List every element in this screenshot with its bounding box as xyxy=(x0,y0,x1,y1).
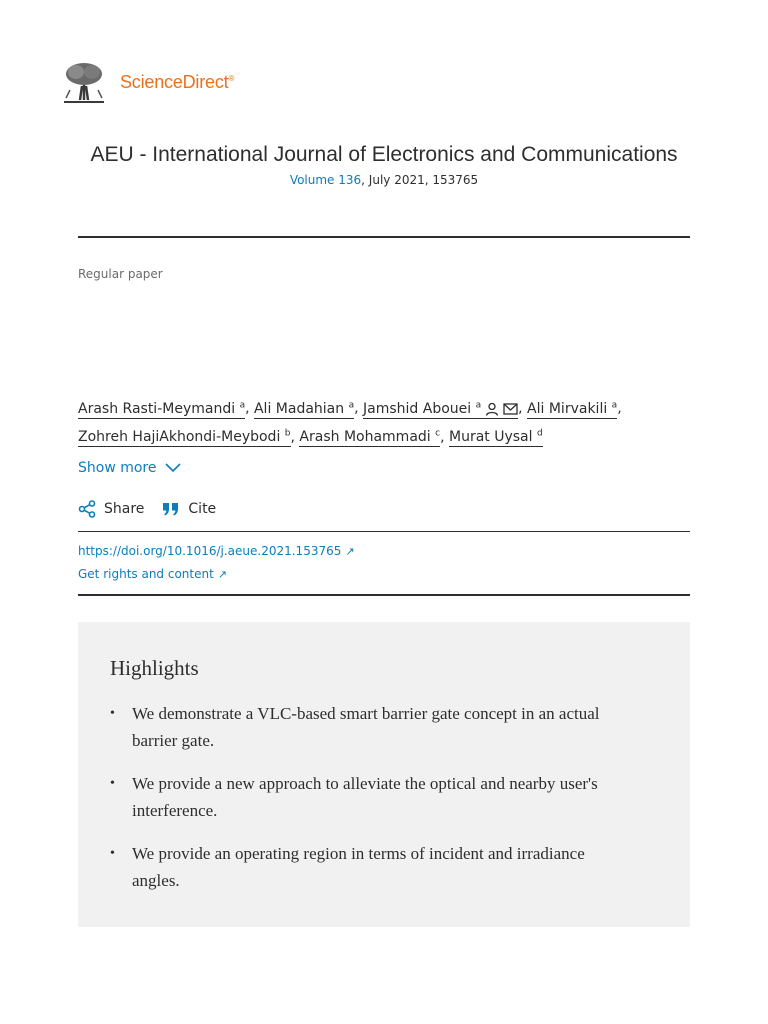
doi-link[interactable]: https://doi.org/10.1016/j.aeue.2021.153765 ↗ xyxy=(78,544,355,558)
author-link[interactable]: Arash Rasti-Meymandi $^a$ xyxy=(78,400,246,417)
highlights-list xyxy=(110,700,610,910)
article-actions xyxy=(78,500,234,518)
highlight-item: • We demonstrate a VLC-based smart barrier gate concept in an actual barrier gate. xyxy=(110,700,610,754)
issue-meta xyxy=(78,173,690,187)
share-icon xyxy=(78,500,96,518)
author-link[interactable]: Arash Mohammadi $^c$ xyxy=(299,428,441,446)
author-link[interactable]: Zohreh HajiAkhondi-Meybodi $^b$ xyxy=(78,428,291,446)
rights-link[interactable]: Get rights and content ↗ xyxy=(78,567,228,581)
journal-header xyxy=(78,138,690,187)
highlights-panel xyxy=(78,622,690,927)
highlights-heading: Highlights xyxy=(110,656,199,680)
author-link[interactable]: Ali Mirvakili $^a$ xyxy=(527,400,618,417)
sciencedirect-logo[interactable] xyxy=(60,60,234,104)
header-divider xyxy=(78,236,690,238)
cite-label: Cite xyxy=(188,501,217,517)
highlight-item: • We provide an operating region in terms of incident and irradiance angles. xyxy=(110,840,610,894)
author-link[interactable]: Jamshid Abouei $^a$ xyxy=(363,401,518,419)
actions-divider xyxy=(78,531,690,532)
issue-info: , July 2021, 153765 xyxy=(361,173,479,187)
cite-button[interactable] xyxy=(162,501,216,517)
external-link-icon: ↗ xyxy=(217,568,228,581)
external-link-icon: ↗ xyxy=(345,545,355,558)
elsevier-tree-icon xyxy=(60,60,108,104)
links-divider xyxy=(78,594,690,596)
journal-title[interactable]: AEU - International Journal of Electronics and Communications xyxy=(90,143,678,166)
show-more-button[interactable] xyxy=(78,460,181,476)
highlight-item: • We provide a new approach to alleviate the optical and nearby user's interference. xyxy=(110,770,610,824)
person-icon xyxy=(485,402,499,416)
article-type-label: Regular paper xyxy=(78,267,163,281)
author-list: Arash Rasti-Meymandi $^a$, Ali Madahian $^a$, Jamshid Abouei $^a$ , Ali Mirvakili $^a$, Zohreh HajiAkhondi-Meybodi $^b$, Arash Mohammadi $^c$, Murat Uysal $^d$ xyxy=(78,400,622,446)
author-link[interactable]: Ali Madahian $^a$ xyxy=(253,400,355,417)
sciencedirect-wordmark: ScienceDirect® xyxy=(120,71,235,92)
quote-icon xyxy=(162,501,180,517)
mail-icon xyxy=(503,403,518,415)
author-link[interactable]: Murat Uysal $^d$ xyxy=(449,428,543,446)
show-more-label: Show more xyxy=(78,460,157,476)
share-label: Share xyxy=(104,501,145,517)
volume-link[interactable]: Volume 136 xyxy=(289,173,362,187)
share-button[interactable] xyxy=(78,500,144,518)
chevron-down-icon xyxy=(165,463,181,473)
